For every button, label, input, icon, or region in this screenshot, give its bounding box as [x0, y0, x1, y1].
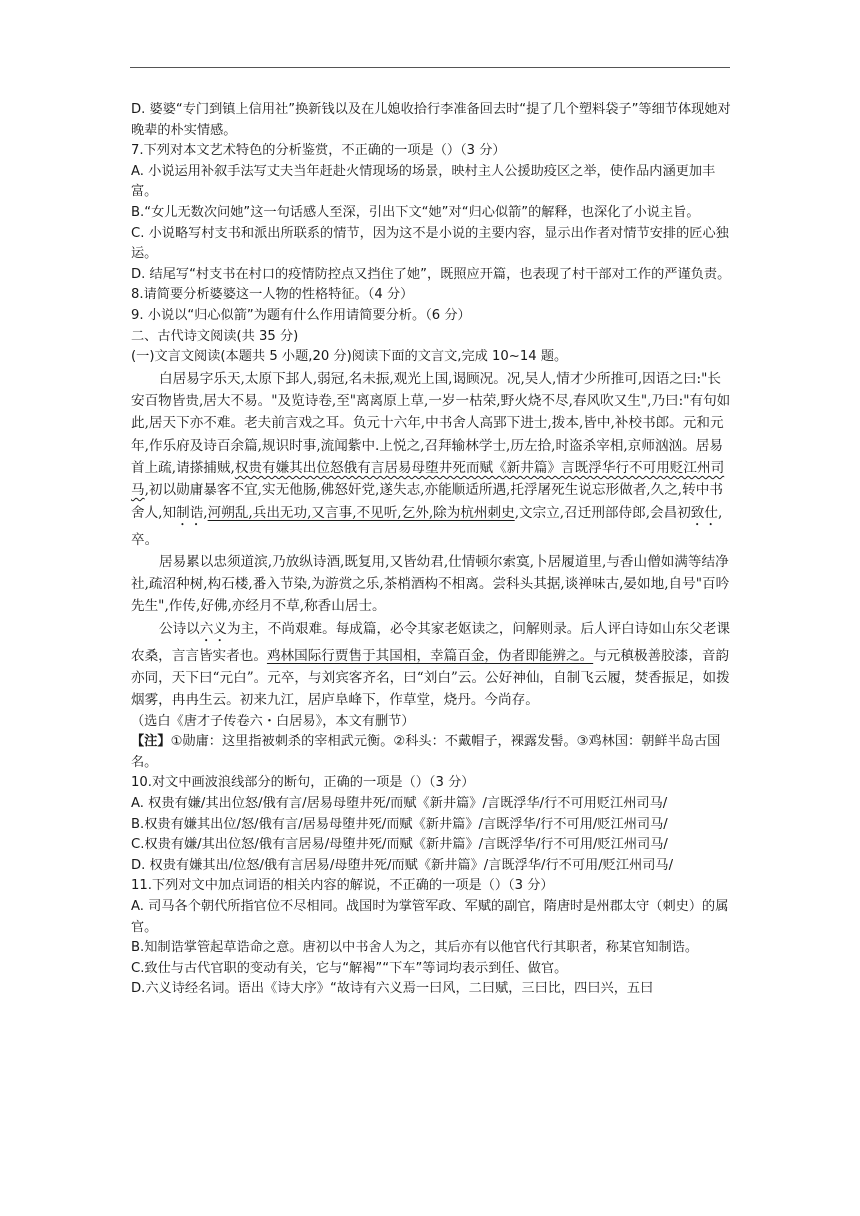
dotted-term-liuyi: 六义: [199, 620, 227, 637]
passage-text: 白居易字乐天,太原下邽人,弱冠,名未振,观光上国,谒顾况。况,吴人,情才少所推可,因语之曰:"长安百物皆贵,居大不易。"及览诗卷,至"离离原上草,一岁一枯荣,野火烧不尽,春风吹又生",乃曰:"有句如此,居天下亦不难。老夫前言戏之耳。负元十六年,中书舍人高郢下进士,拨本,皆中,补校书郎。元和元年,作乐府及诗百余篇,规识时事,流闻紫中.上悦之,召拜输林学士,历左拾,时盗杀宰相,京师汹汹。居易首上疏,请搽捕贼,: [131, 370, 731, 476]
q10-option-b: B.权贵有嫌其出位/怒/俄有言/居易母堕井死/而赋《新井篇》/言既浮华/行不可用/贬江州司马/: [131, 816, 668, 832]
passage-text: 为主，不尚艰难。每成篇，必令其家老妪读之，问解则录。后人评白诗如山东父老课农桑，言言皆实者也。: [131, 620, 730, 664]
q11-option-b: B.知制诰掌管起草诰命之意。唐初以中书舍人为之，其后亦有以他官代行其职者，称某官知制诰。: [131, 940, 699, 956]
underlined-sentence-2: 鸡林国际行贾售于其国相，幸篇百金，伪者即能辨之。: [266, 647, 594, 664]
q8-stem: 8.请简要分析婆婆这一人物的性格特征。（4 分）: [131, 287, 414, 303]
passage-text: 与元稹极善胶漆，音韵亦同，天下曰“元白”。元卒，与刘宾客齐名，曰“刘白”云。公好神仙，自制飞云履，焚香振足，如拨烟雾，冉冉生云。初来九江，居庐阜峰下，作草堂，烧丹。今尚存。: [131, 647, 730, 709]
header-rule: [130, 67, 730, 68]
q11-option-c: C.致仕与古代官职的变动有关，它与“解褐”“下车”等词均表示到任、做官。: [131, 960, 568, 976]
passage-source: （选白《唐才子传卷六・白居易》，本文有删节）: [131, 713, 415, 729]
dotted-term-zhishi: 致仕: [690, 504, 718, 521]
passage-text: 公诗以: [159, 620, 200, 637]
passage-text: ,: [203, 504, 208, 521]
q10-option-c: C.权贵有嫌/其出位怒/俄有言居易/母堕井死/而赋《新井篇》/言既浮华/行不可用/贬江州司马/: [131, 837, 668, 853]
note-text: ①勋庸：这里指被刺杀的宰相武元衡。②科头：不戴帽子，裸露发髻。③鸡林国：朝鲜半岛古国名。: [131, 734, 721, 770]
subsection-heading: (一)文言文阅读(本题共 5 小题,20 分)阅读下面的文言文,完成 10~14 题。: [131, 349, 568, 365]
q7-option-d: D. 结尾写“村支书在村口的疫情防控点又挡住了她”，既照应开篇，也表现了村干部对工作的严谨负责。: [131, 266, 731, 282]
note-label: 【注】: [131, 734, 171, 750]
passage-paragraph-2: 居易累以忠须道滨,乃放纵诗酒,既复用,又皆幼君,仕情顿尔索寞,卜居履道里,与香山僧如满等结净社,疏沼种树,构石楼,番入节染,为游赏之乐,茶梢酒构不相离。尝科头其据,谈禅味古,晏如地,自号"百吟先生",作传,好佛,亦经月不草,称香山居士。: [131, 553, 730, 615]
passage-paragraph-1: [131, 368, 733, 551]
q7-option-a: A. 小说运用补叙手法写丈夫当年赶赴火情现场的场景，映村主人公援助疫区之举，使作品内涵更加丰富。: [131, 163, 716, 200]
q7-option-b: B.“女儿无数次问她”这一句话感人至深，引出下文“她”对“归心似箭”的解释，也深化了小说主旨。: [131, 204, 700, 220]
dotted-term-zhizhigao: 制诰: [176, 504, 204, 521]
q10-option-a: A. 权贵有嫌/其出位怒/俄有言/居易母堕井死/而赋《新井篇》/言既浮华/行不可用贬江州司马/: [131, 795, 668, 811]
passage-text: ,初以勋庸暴客不宜,实无他肠,佛怒奸党,遂失志,亦能顺适所遇,托浮屠死生说忘形做者,久之,转中书舍人,知: [131, 482, 723, 521]
underlined-sentence-1: 河朔乱,兵出无功,又言事,不见听,乞外,除为杭州刺史: [207, 504, 515, 521]
passage-text: ,文宗立,召迁刑部侍郎,会昌初: [514, 504, 691, 521]
part2-heading: 二、古代诗文阅读(共 35 分): [131, 328, 299, 344]
q11-option-d: D.六义诗经名词。语出《诗大序》“故诗有六义焉一曰风，二曰赋，三曰比，四曰兴，五曰: [131, 981, 654, 997]
wavy-underlined-sentence: 权贵有嫌其出位怒俄有言居易母堕井死而赋《新井篇》言既浮华行不可用贬江州司马: [131, 459, 725, 499]
exam-page: [131, 100, 733, 1000]
q7-option-c: C. 小说略写村支书和派出所联系的情节，因为这不是小说的主要内容，显示出作者对情节安排的匠心独运。: [131, 225, 729, 262]
q10-stem: 10.对文中画波浪线部分的断句，正确的一项是（）（3 分）: [131, 775, 475, 791]
annotation-note: [131, 732, 733, 773]
q9-stem: 9. 小说以“归心似箭”为题有什么作用请简要分析。（6 分）: [131, 307, 471, 323]
q10-option-d: D. 权贵有嫌其出/位怒/俄有言居易/母堕井死/而赋《新井篇》/言既浮华/行不可用/贬江州司马/: [131, 857, 674, 873]
passage-text: ,卒。: [131, 504, 723, 548]
q6-option-d: D. 婆婆“专门到镇上信用社”换新钱以及在儿媳收拾行李准备回去时“提了几个塑料袋子”等细节体现她对晚辈的朴实情感。: [131, 102, 731, 138]
q11-option-a: A. 司马各个朝代所指官位不尽相同。战国时为掌管军政、军赋的副官，隋唐时是州郡太守（刺史）的属官。: [131, 898, 729, 935]
passage-paragraph-3: [131, 618, 733, 712]
q7-stem: 7.下列对本文艺术特色的分析鉴赏，不正确的一项是（）（3 分）: [131, 143, 506, 159]
q11-stem: 11.下列对文中加点词语的相关内容的解说，不正确的一项是（）（3 分）: [131, 878, 554, 894]
